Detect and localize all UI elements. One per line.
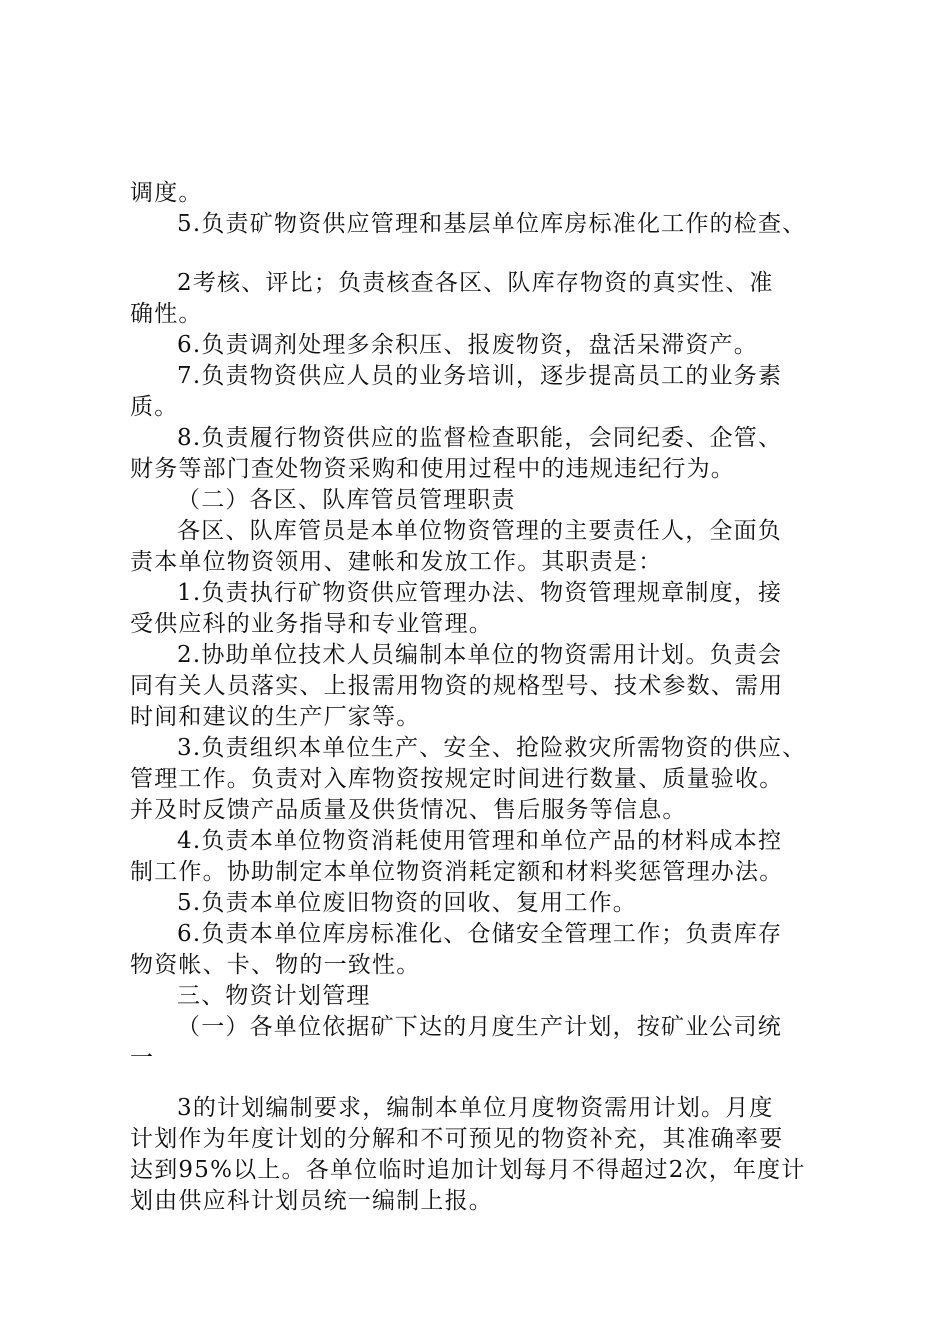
section-heading: （二）各区、队库管员管理职责 (177, 487, 516, 513)
text-line: 各区、队库管员是本单位物资管理的主要责任人，全面负 (177, 518, 782, 544)
text-line: 5.负责矿物资供应管理和基层单位库房标准化工作的检查、 (177, 211, 807, 237)
text-line: 划由供应科计划员统一编制上报。 (130, 1188, 493, 1214)
text-line: 6.负责调剂处理多余积压、报废物资，盘活呆滞资产。 (177, 332, 758, 358)
text-line: 管理工作。负责对入库物资按规定时间进行数量、质量验收。 (130, 766, 784, 792)
text-line: 时间和建议的生产厂家等。 (130, 704, 421, 730)
text-line: 受供应科的业务指导和专业管理。 (130, 611, 493, 637)
text-line: 同有关人员落实、上报需用物资的规格型号、技术参数、需用 (130, 673, 784, 699)
text-line: 1.负责执行矿物资供应管理办法、物资管理规章制度，接 (177, 580, 783, 606)
text-line: 一 (130, 1045, 155, 1071)
text-line: 4.负责本单位物资消耗使用管理和单位产品的材料成本控 (177, 828, 783, 854)
text-line: 3.负责组织本单位生产、安全、抢险救灾所需物资的供应、 (177, 735, 807, 761)
text-line: 财务等部门查处物资采购和使用过程中的违规违纪行为。 (130, 456, 735, 482)
text-line: 制工作。协助制定本单位物资消耗定额和材料奖惩管理办法。 (130, 859, 784, 885)
text-line: 调度。 (130, 180, 203, 206)
text-line: 确性。 (130, 301, 203, 327)
section-heading: 三、物资计划管理 (177, 983, 371, 1009)
text-line: 计划作为年度计划的分解和不可预见的物资补充，其准确率要 (130, 1126, 784, 1152)
text-line: 5.负责本单位废旧物资的回收、复用工作。 (177, 890, 637, 916)
text-line: 7.负责物资供应人员的业务培训，逐步提高员工的业务素 (177, 363, 783, 389)
text-line: 责本单位物资领用、建帐和发放工作。其职责是： (130, 549, 663, 575)
text-line: 8.负责履行物资供应的监督检查职能，会同纪委、企管、 (177, 425, 783, 451)
text-line: 并及时反馈产品质量及供货情况、售后服务等信息。 (130, 797, 687, 823)
text-line: 达到95%以上。各单位临时追加计划每月不得超过2次，年度计 (130, 1157, 806, 1183)
text-line: 物资帐、卡、物的一致性。 (130, 952, 421, 978)
text-line: （一）各单位依据矿下达的月度生产计划，按矿业公司统 (177, 1014, 782, 1040)
text-line: 2.协助单位技术人员编制本单位的物资需用计划。负责会 (177, 642, 783, 668)
text-line: 质。 (130, 394, 179, 420)
text-line: 6.负责本单位库房标准化、仓储安全管理工作；负责库存 (177, 921, 783, 947)
text-line: 2考核、评比；负责核查各区、队库存物资的真实性、准 (177, 270, 774, 296)
text-line: 3的计划编制要求，编制本单位月度物资需用计划。月度 (177, 1095, 774, 1121)
